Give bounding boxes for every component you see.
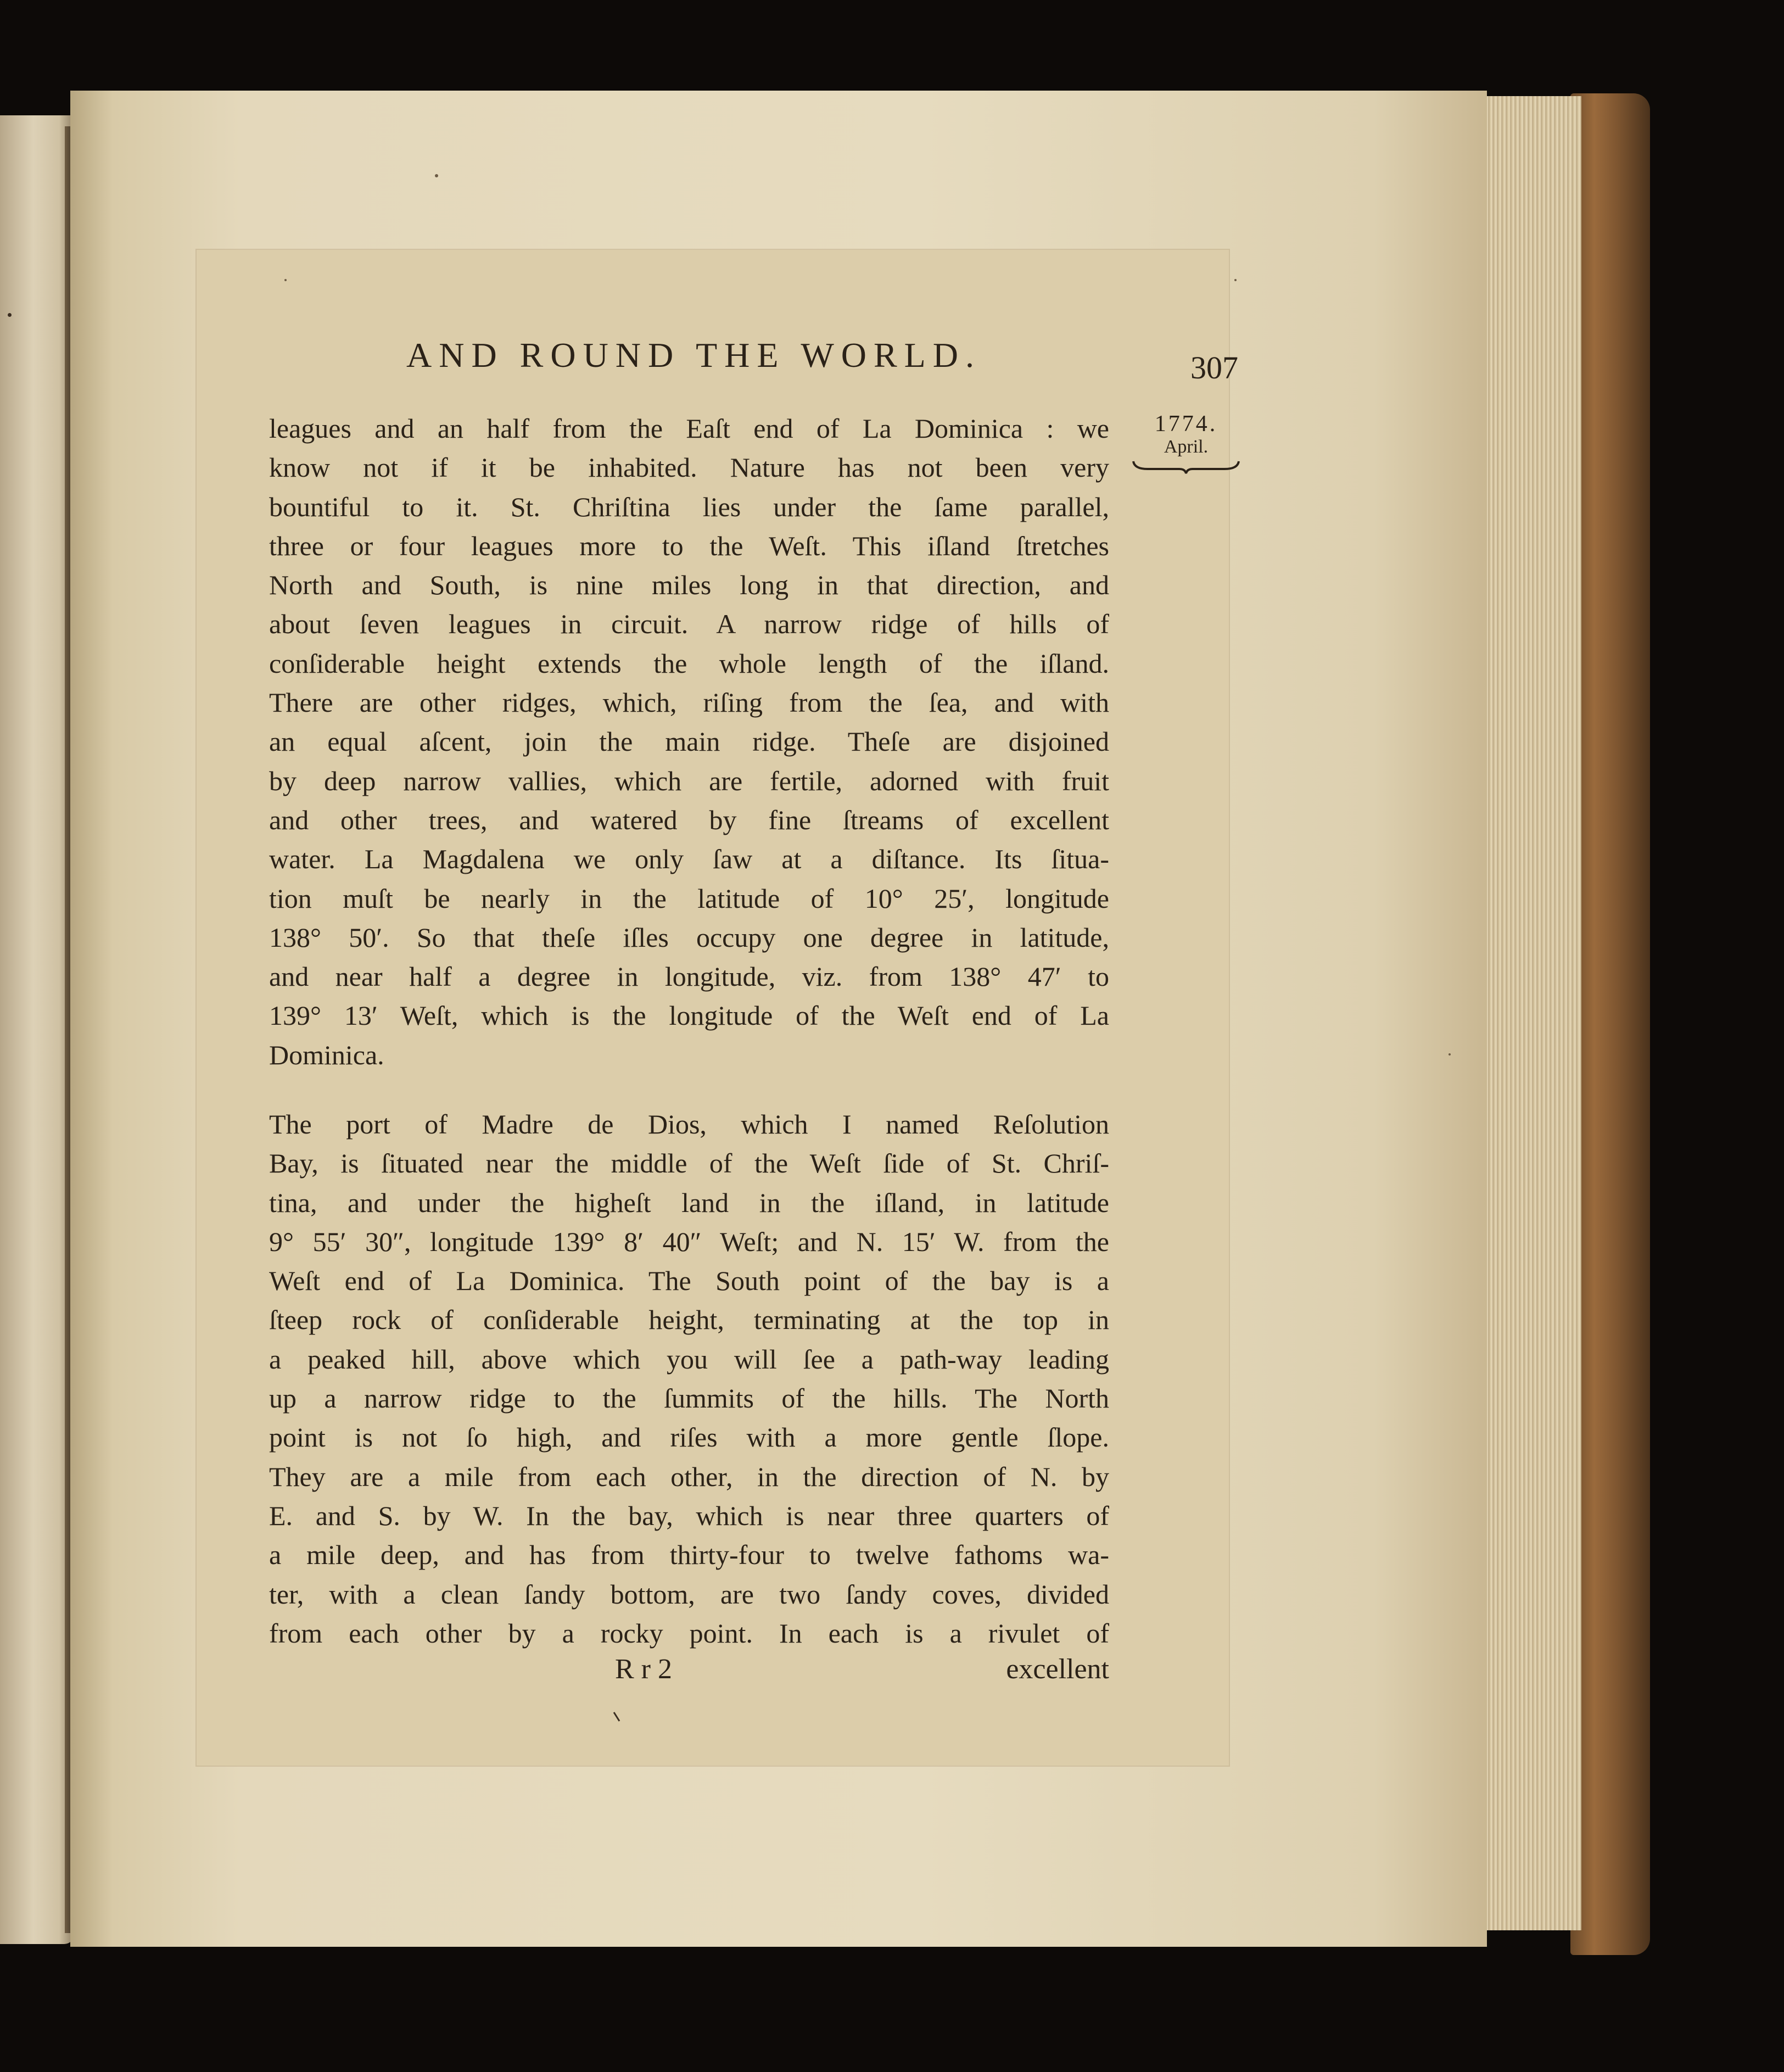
running-head: AND ROUND THE WORLD. bbox=[406, 336, 981, 375]
text-line: 138° 50′. So that theſe iſles occupy one degree in latitude, bbox=[269, 921, 1109, 953]
text-line: about ſeven leagues in circuit. A narrow ridge of hills of bbox=[269, 608, 1109, 640]
previous-page-edge bbox=[0, 115, 74, 1944]
text-line: a mile deep, and has from thirty-four to twelve fathoms wa- bbox=[269, 1539, 1109, 1571]
text-line: by deep narrow vallies, which are fertile, adorned with fruit bbox=[269, 765, 1109, 796]
text-line: E. and S. by W. In the bay, which is near three quarters of bbox=[269, 1500, 1109, 1531]
text-line: There are other ridges, which, riſing from the ſea, and with bbox=[269, 687, 1109, 718]
text-line: a peaked hill, above which you will ſee a path-way leading bbox=[269, 1343, 1109, 1375]
margin-year: 1774. bbox=[1154, 411, 1218, 437]
text-line: North and South, is nine miles long in that direction, and bbox=[269, 569, 1109, 601]
margin-date-note bbox=[1131, 412, 1241, 474]
text-line: They are a mile from each other, in the direction of N. by bbox=[269, 1461, 1109, 1492]
text-line: know not if it be inhabited. Nature has not been very bbox=[269, 452, 1109, 483]
text-line: Bay, is ſituated near the middle of the Weſt ſide of St. Chriſ- bbox=[269, 1148, 1109, 1179]
margin-month: April. bbox=[1164, 437, 1209, 457]
text-line: Weſt end of La Dominica. The South point of the bay is a bbox=[269, 1265, 1109, 1297]
leather-cover bbox=[1570, 93, 1650, 1955]
text-line: an equal aſcent, join the main ridge. Theſe are disjoined bbox=[269, 726, 1109, 757]
page-footer bbox=[269, 1653, 1109, 1691]
text-line: ſteep rock of conſiderable height, terminating at the top in bbox=[269, 1304, 1109, 1336]
text-line: three or four leagues more to the Weſt. This iſland ſtretches bbox=[269, 530, 1109, 561]
text-line: from each other by a rocky point. In each is a rivulet of bbox=[269, 1617, 1109, 1649]
text-line: 139° 13′ Weſt, which is the longitude of the Weſt end of La bbox=[269, 1000, 1109, 1031]
page-edges bbox=[1477, 96, 1581, 1930]
text-line: bountiful to it. St. Chriſtina lies under the ſame parallel, bbox=[269, 491, 1109, 522]
ink-speck bbox=[8, 313, 12, 317]
text-line: leagues and an half from the Eaſt end of La Dominica : we bbox=[269, 413, 1109, 444]
text-line: tina, and under the higheſt land in the iſland, in latitude bbox=[269, 1187, 1109, 1218]
text-line: tion muſt be nearly in the latitude of 10° 25′, longitude bbox=[269, 883, 1109, 914]
text-line: conſiderable height extends the whole length of the iſland. bbox=[269, 647, 1109, 679]
text-line: 9° 55′ 30″, longitude 139° 8′ 40″ Weſt; and N. 15′ W. from the bbox=[269, 1226, 1109, 1257]
catchword: excellent bbox=[1006, 1654, 1109, 1685]
page-number: 307 bbox=[1190, 350, 1238, 386]
text-line: water. La Magdalena we only ſaw at a diſtance. Its ſitua- bbox=[269, 844, 1109, 875]
signature-mark: R r 2 bbox=[615, 1654, 672, 1685]
paragraph-2 bbox=[269, 1105, 1109, 1653]
text-line: Dominica. bbox=[269, 1039, 384, 1070]
text-line: point is not ſo high, and riſes with a more gentle ſlope. bbox=[269, 1422, 1109, 1453]
text-line: The port of Madre de Dios, which I named Reſolution bbox=[269, 1109, 1109, 1140]
text-line: and near half a degree in longitude, viz. from 138° 47′ to bbox=[269, 961, 1109, 992]
paragraph-1 bbox=[269, 409, 1109, 1075]
text-line: and other trees, and watered by fine ſtreams of excellent bbox=[269, 804, 1109, 835]
text-line: up a narrow ridge to the ſummits of the hills. The North bbox=[269, 1383, 1109, 1414]
text-line: ter, with a clean ſandy bottom, are two ſandy coves, divided bbox=[269, 1578, 1109, 1610]
brace-icon bbox=[1131, 458, 1241, 474]
